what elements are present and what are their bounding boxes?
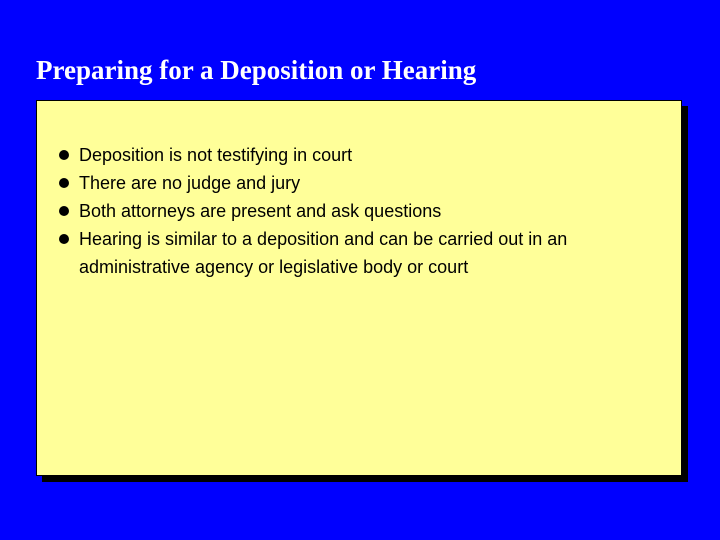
bullet-item <box>59 197 661 225</box>
bullet-text: Deposition is not testifying in court <box>79 145 353 165</box>
bullet-text: Hearing is similar to a deposition and can be carried out in an administrative agency or legislative body or court <box>79 229 568 277</box>
slide-title: Preparing for a Deposition or Hearing <box>36 55 477 85</box>
bullet-text: There are no judge and jury <box>79 173 301 193</box>
bullet-item <box>59 169 661 197</box>
bullet-item <box>59 225 661 281</box>
bullet-list <box>59 141 661 281</box>
content-box <box>36 100 682 476</box>
bullet-dot-icon <box>59 150 69 160</box>
bullet-text: Both attorneys are present and ask questions <box>79 201 442 221</box>
bullet-item <box>59 141 661 169</box>
bullet-dot-icon <box>59 206 69 216</box>
bullet-dot-icon <box>59 234 69 244</box>
bullet-dot-icon <box>59 178 69 188</box>
